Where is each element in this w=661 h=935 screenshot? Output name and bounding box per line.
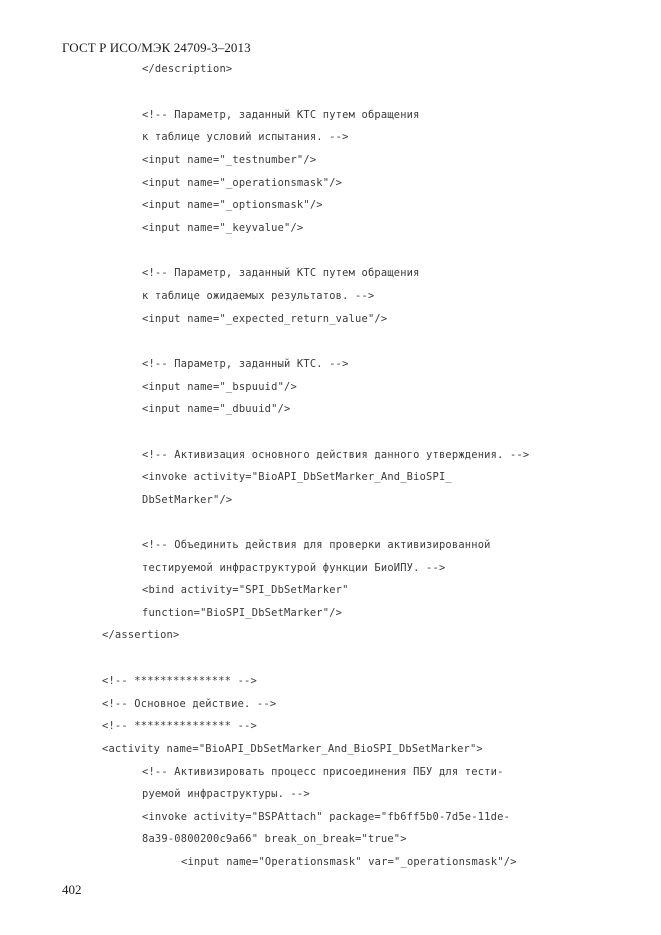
code-line: <input name="Operationsmask" var="_operationsmask"/> — [181, 856, 517, 868]
code-line: руемой инфраструктуры. --> — [142, 788, 310, 800]
code-line: <input name="_testnumber"/> — [142, 154, 317, 166]
code-line: <!-- Объединить действия для проверки активизированной — [142, 539, 491, 551]
code-line: к таблице условий испытания. --> — [142, 131, 349, 143]
code-line: <activity name="BioAPI_DbSetMarker_And_BioSPI_DbSetMarker"> — [102, 743, 483, 755]
code-line: <!-- Параметр, заданный КТС. --> — [142, 358, 349, 370]
code-line: <invoke activity="BSPAttach" package="fb6ff5b0-7d5e-11de- — [142, 811, 510, 823]
code-line: <bind activity="SPI_DbSetMarker" — [142, 584, 349, 596]
code-line: к таблице ожидаемых результатов. --> — [142, 290, 375, 302]
code-line: <invoke activity="BioAPI_DbSetMarker_And_BioSPI_ — [142, 471, 452, 483]
page-number: 402 — [62, 882, 82, 897]
code-line: <!-- Активизация основного действия данного утверждения. --> — [142, 449, 530, 461]
code-line: </assertion> — [102, 629, 180, 641]
code-line: <input name="_bspuuid"/> — [142, 381, 297, 393]
code-line: <!-- Параметр, заданный КТС путем обращения — [142, 267, 420, 279]
code-line: DbSetMarker"/> — [142, 494, 233, 506]
code-line: <input name="_expected_return_value"/> — [142, 313, 388, 325]
code-line: <!-- *************** --> — [102, 720, 257, 732]
code-line: <input name="_keyvalue"/> — [142, 222, 304, 234]
code-line: 8a39-0800200c9a66" break_on_break="true"> — [142, 833, 407, 845]
code-line: тестируемой инфраструктурой функции БиоИПУ. --> — [142, 562, 446, 574]
code-line: <!-- *************** --> — [102, 675, 257, 687]
code-line: <input name="_dbuuid"/> — [142, 403, 291, 415]
code-line: <!-- Параметр, заданный КТС путем обращения — [142, 109, 420, 121]
code-line: <!-- Активизировать процесс присоединения ПБУ для тести- — [142, 766, 504, 778]
code-line: <input name="_optionsmask"/> — [142, 199, 323, 211]
code-line: <!-- Основное действие. --> — [102, 698, 277, 710]
code-line: </description> — [142, 63, 233, 75]
code-line: <input name="_operationsmask"/> — [142, 177, 343, 189]
code-line: function="BioSPI_DbSetMarker"/> — [142, 607, 343, 619]
document-header: ГОСТ Р ИСО/МЭК 24709-3–2013 — [62, 40, 251, 55]
